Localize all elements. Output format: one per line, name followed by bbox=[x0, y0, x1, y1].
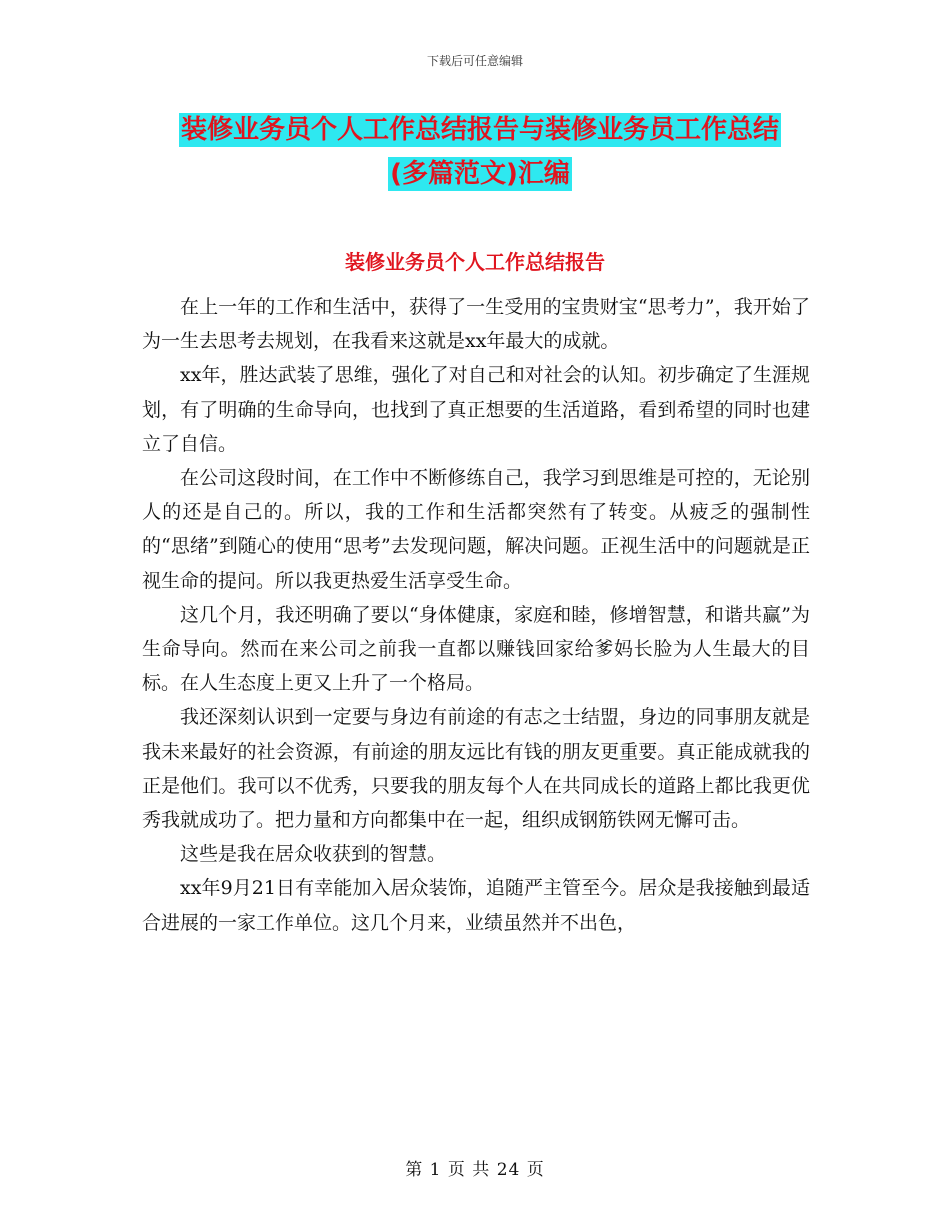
document-body bbox=[142, 290, 810, 940]
paragraph: xx年9月21日有幸能加入居众装饰，追随严主管至今。居众是我接触到最适合进展的一家工作单位。这几个月来，业绩虽然并不出色， bbox=[142, 877, 810, 934]
paragraph: 我还深刻认识到一定要与身边有前途的有志之士结盟，身边的同事朋友就是我未来最好的社会资源，有前途的朋友远比有钱的朋友更重要。真正能成就我的正是他们。我可以不优秀，只要我的朋友每个人在共同成长的道路上都比我更优秀我就成功了。把力量和方向都集中在一起，组织成钢筋铁网无懈可击。 bbox=[142, 706, 810, 832]
paragraph: 这几个月，我还明确了要以“身体健康，家庭和睦，修增智慧，和谐共赢”为生命导向。然而在来公司之前我一直都以赚钱回家给爹妈长脸为人生最大的目标。在人生态度上更又上升了一个格局。 bbox=[142, 603, 810, 695]
paragraph: 在公司这段时间，在工作中不断修练自己，我学习到思维是可控的，无论别人的还是自己的。所以，我的工作和生活都突然有了转变。从疲乏的强制性的“思绪”到随心的使用“思考”去发现问题，解决问题。正视生活中的问题就是正视生命的提问。所以我更热爱生活享受生命。 bbox=[142, 467, 810, 592]
document-title bbox=[140, 108, 820, 196]
document-title-line2: (多篇范文)汇编 bbox=[390, 159, 570, 189]
section-title: 装修业务员个人工作总结报告 bbox=[345, 250, 605, 274]
paragraph: 这些是我在居众收获到的智慧。 bbox=[180, 843, 447, 866]
page-header-note: 下载后可任意编辑 bbox=[426, 54, 523, 68]
document-title-line1: 装修业务员个人工作总结报告与装修业务员工作总结 bbox=[180, 115, 779, 145]
paragraph: xx年，胜达武装了思维，强化了对自己和对社会的认知。初步确定了生涯规划，有了明确的生命导向，也找到了真正想要的生活道路，看到希望的同时也建立了自信。 bbox=[142, 364, 810, 455]
page-number-footer: 第 1 页 共 24 页 bbox=[405, 1160, 545, 1180]
paragraph: 在上一年的工作和生活中，获得了一生受用的宝贵财宝“思考力”，我开始了为一生去思考去规划，在我看来这就是xx年最大的成就。 bbox=[142, 296, 810, 353]
